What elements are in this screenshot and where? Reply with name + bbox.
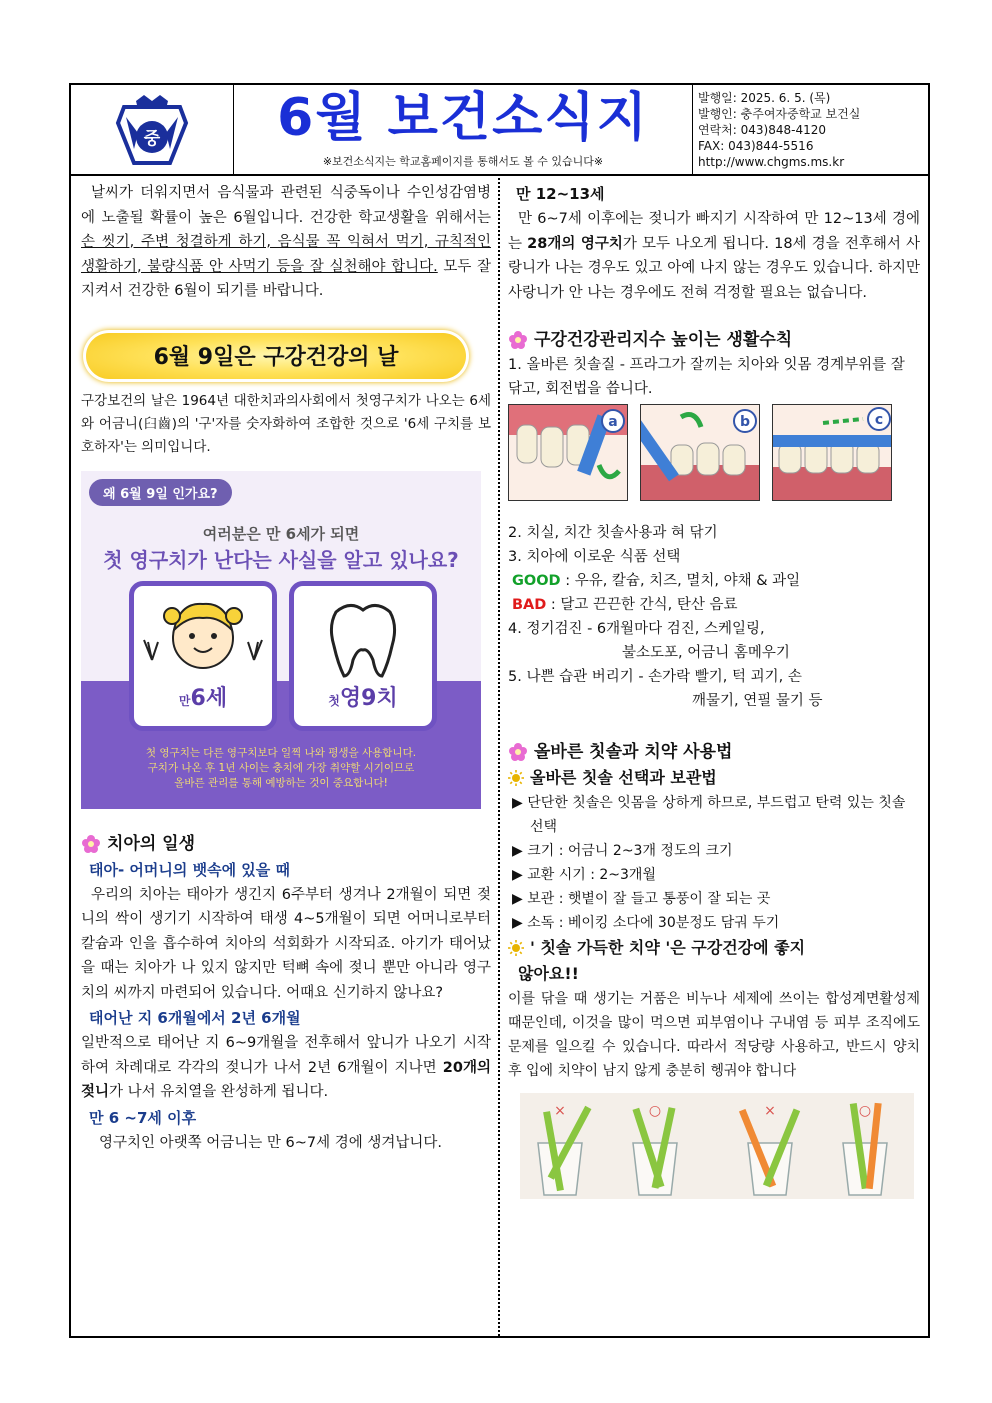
header xyxy=(71,85,928,176)
oral-day-poster xyxy=(81,471,481,809)
svg-text:×: × xyxy=(554,1103,566,1119)
intro-paragraph: 날씨가 더워지면서 음식물과 관련된 식중독이나 수인성감염병에 노출될 확률이 높은 6월입니다. 건강한 학교생활을 위해서는 손 씻기, 주변 청결하게 하기, 음식물 꼭 익혀서 먹기, 규칙적인 생활하기, 불량식품 안 사먹기 등을 잘 실천해야 합니다. 모두 잘 지켜서 건강한 6월이 되기를 바랍니다. xyxy=(81,185,491,299)
toothbrush-bullet: ▶ 보관 : 햇볕이 잘 들고 통풍이 잘 되는 곳 xyxy=(512,891,771,907)
toothbrush-bullet: ▶ 소독 : 베이킹 소다에 30분정도 담궈 두기 xyxy=(512,915,780,931)
tooth-life-teen-title: 만 12~13세 xyxy=(516,185,605,203)
svg-text:중: 중 xyxy=(143,128,161,149)
flower-icon xyxy=(81,834,101,854)
habit-item-4: 4. 정기검진 - 6개월마다 검진, 스케일링, xyxy=(508,621,765,637)
habit-item-2: 2. 치실, 치간 칫솔사용과 혀 닦기 xyxy=(508,525,718,541)
card-age-prefix: 만 xyxy=(178,693,191,708)
brushing-teeth-icon xyxy=(773,405,892,501)
svg-text:a: a xyxy=(608,414,618,430)
card-tooth-prefix: 첫 xyxy=(328,693,340,708)
brushing-teeth-icon xyxy=(641,405,760,501)
tooth-life-infant-title: 태어난 지 6개월에서 2년 6개월 xyxy=(89,1009,301,1027)
habit-item-3: 3. 치아에 이로운 식품 선택 xyxy=(508,549,681,565)
oral-day-description: 구강보건의 날은 1964년 대한치과의사회에서 첫영구치가 나오는 6세와 어금니(臼齒)의 '구'자를 숫자화하여 조합한 것으로 '6세 구치를 보호하자'는 의미입니다. xyxy=(81,392,491,455)
habits-heading: 구강건강관리지수 높이는 생활수칙 xyxy=(508,327,920,353)
habit-item-5: 5. 나쁜 습관 버리기 - 손가락 빨기, 턱 괴기, 손 xyxy=(508,669,802,685)
sun-icon xyxy=(508,940,524,956)
brushing-image-a xyxy=(508,404,628,501)
publisher-info xyxy=(698,90,860,170)
card-tooth-value: 영9치 xyxy=(339,685,398,711)
newsletter-title: 6월 보건소식지 xyxy=(277,88,649,148)
sun-icon xyxy=(508,770,524,786)
tooth-life-infant-text: 일반적으로 태어난 지 6~9개월을 전후해서 앞니가 나오기 시작하여 차례대로 각각의 젖니가 나서 2년 6개월이 지나면 20개의 젖니가 나서 유치열을 완성하게 됩니다. xyxy=(81,1035,491,1100)
toothbrush-bullets xyxy=(508,791,920,935)
poster-tag: 왜 6월 9일 인가요? xyxy=(89,479,232,506)
toothpaste-heading-cont: 않아요!! xyxy=(518,964,579,983)
svg-text:c: c xyxy=(874,412,884,428)
toothbrush-selection-heading: 올바른 칫솔 선택과 보관법 xyxy=(508,765,920,791)
fax-number: FAX: 043)844-5516 xyxy=(698,139,814,153)
poster-footer: 첫 영구치는 다른 영구치보다 일찍 나와 평생을 사용합니다. 구치가 나온 후 1년 사이는 충치에 가장 취약할 시기이므로 올바른 관리를 통해 예방하는 것이 중요합니다! xyxy=(145,746,417,789)
card-age-value: 6세 xyxy=(190,685,228,711)
molar-tooth-icon xyxy=(294,590,432,682)
title-box xyxy=(234,85,693,174)
poster-card-tooth xyxy=(289,581,437,731)
svg-text:○: ○ xyxy=(858,1103,872,1119)
poster-line-2: 첫 영구치가 난다는 사실을 알고 있나요? xyxy=(103,547,459,572)
flower-icon xyxy=(508,330,528,350)
right-column xyxy=(508,181,920,1199)
poster-card-age xyxy=(129,581,277,731)
habit-bad-foods: BAD : 달고 끈끈한 간식, 탄산 음료 xyxy=(512,597,738,613)
toothpaste-text: 이를 닦을 때 생기는 거품은 비누나 세제에 쓰이는 합성계면활성제 때문인데, 이것을 많이 먹으면 피부염이나 구내염 등 피부 조직에도 문제를 일으킬 수 있습니다. 따라서 적당량 사용하고, 반드시 양치 후 입에 치약이 남지 않게 충분히 헹궈야 합니다 xyxy=(508,991,920,1079)
oral-health-day-banner: 6월 9일은 구강건강의 날 xyxy=(83,330,469,382)
homepage-link[interactable]: http://www.chgms.ms.kr xyxy=(698,155,845,169)
toothbrush-bullet: ▶ 크기 : 어금니 2~3개 정도의 크기 xyxy=(512,843,733,859)
svg-text:○: ○ xyxy=(648,1103,662,1119)
brushing-image-c xyxy=(772,404,892,501)
tooth-life-child-title: 만 6 ~7세 이후 xyxy=(89,1108,197,1127)
contact-phone: 연락처: 043)848-4120 xyxy=(698,123,826,137)
toothbrush-heading: 올바른 칫솔과 치약 사용법 xyxy=(508,739,920,765)
svg-text:×: × xyxy=(764,1103,776,1119)
habit-good-foods: GOOD : 우유, 칼슘, 치즈, 멸치, 야채 & 과일 xyxy=(512,573,801,589)
habit-item-4-cont: 불소도포, 어금니 홈메우기 xyxy=(622,645,790,661)
tooth-life-teen-text: 만 6~7세 이후에는 젖니가 빠지기 시작하여 만 12~13세 경에는 28개의 영구치가 모두 나오게 됩니다. 18세 경을 전후해서 사랑니가 나는 경우도 있고 아예 나지 않는 경우도 있습니다. 하지만 사랑니가 안 나는 경우에도 전혀 걱정할 필요는 없습니다. xyxy=(508,211,920,301)
brushing-images xyxy=(508,404,920,501)
newsletter-subtitle: ※보건소식지는 학교홈페이지를 통해서도 볼 수 있습니다※ xyxy=(322,155,604,168)
publisher: 발행인: 충주여자중학교 보건실 xyxy=(698,107,861,121)
school-logo xyxy=(71,85,234,174)
tooth-life-child-text: 영구치인 아랫쪽 어금니는 만 6~7세 경에 생겨납니다. xyxy=(99,1134,443,1151)
toothbrush-bullet: ▶ 교환 시기 : 2~3개월 xyxy=(512,867,656,883)
brushing-teeth-icon xyxy=(509,405,628,501)
habit-item-5-cont: 깨물기, 연필 물기 등 xyxy=(692,693,823,709)
poster-line-1: 여러분은 만 6세가 되면 xyxy=(202,524,360,543)
tooth-life-fetal-title: 태아- 어머니의 뱃속에 있을 때 xyxy=(89,860,290,879)
left-column xyxy=(81,181,491,1155)
toothpaste-heading: ' 칫솔 가득한 치약 '은 구강건강에 좋지 xyxy=(508,935,920,961)
child-face-icon xyxy=(134,590,272,682)
toothbrush-bullet: ▶ 단단한 칫솔은 잇몸을 상하게 하므로, 부드럽고 탄력 있는 칫솔 선택 xyxy=(512,795,906,835)
tooth-life-heading: 치아의 일생 xyxy=(81,831,491,857)
svg-text:b: b xyxy=(739,414,751,430)
column-divider xyxy=(498,178,500,1336)
habit-item-1: 1. 올바른 칫솔질 - 프라그가 잘끼는 치아와 잇몸 경계부위를 잘 닦고, 회전법을 씁니다. xyxy=(508,357,905,397)
tooth-life-fetal-text: 우리의 치아는 태아가 생긴지 6주부터 생겨나 2개월이 되면 젖니의 싹이 생기기 시작하여 태생 4~5개월이 되면 어머니로부터 칼슘과 인을 흡수하여 치아의 석회화가 시작되죠. 아기가 태어났을 때는 치아가 나 있지 않지만 턱뼈 속에 젖니 뿐만 아니라 영구치의 씨까지 마련되어 있습니다. 어때요 신기하지 않나요? xyxy=(81,886,491,1001)
school-emblem-icon xyxy=(112,93,192,167)
toothbrush-cups-image xyxy=(520,1093,914,1199)
brushing-image-b xyxy=(640,404,760,501)
newsletter-frame xyxy=(69,83,930,1338)
flower-icon xyxy=(508,742,528,762)
toothbrush-cup-icon xyxy=(520,1093,914,1199)
publish-date: 발행일: 2025. 6. 5. (목) xyxy=(698,91,831,105)
